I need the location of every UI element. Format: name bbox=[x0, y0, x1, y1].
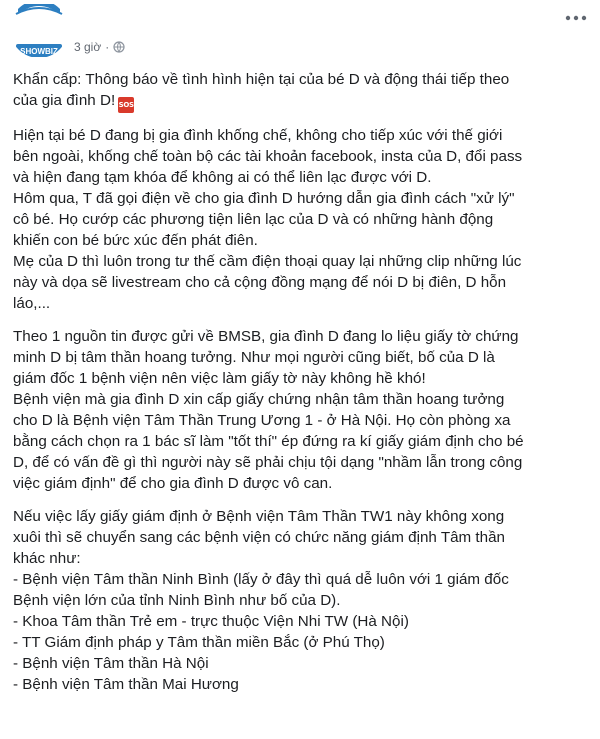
showbiz-logo-icon bbox=[10, 0, 68, 58]
text-line: khiến con bé bức xúc đến phát điên. bbox=[13, 232, 258, 249]
text-line: việc giám định" để cho gia đình D được vô can. bbox=[13, 475, 333, 492]
avatar-label: SHOWBIZ bbox=[20, 47, 58, 56]
list-item: - TT Giám định pháp y Tâm thần miền Bắc (ở Phú Thọ) bbox=[13, 634, 385, 651]
more-options-button[interactable] bbox=[562, 10, 590, 26]
list-item: - Khoa Tâm thần Trẻ em - trực thuộc Viện Nhi TW (Hà Nội) bbox=[13, 613, 409, 630]
text-line: giám đốc 1 bệnh viện nên việc làm giấy tờ này không hề khó! bbox=[13, 370, 426, 387]
list-item: - Bệnh viện Tâm thần Mai Hương bbox=[13, 676, 239, 693]
list-item: - Bệnh viện Tâm thần Ninh Bình (lấy ở đây thì quá dễ luôn với 1 giám đốc bbox=[13, 571, 509, 588]
text-line: Hiện tại bé D đang bị gia đình khống chế, không cho tiếp xúc với thế giới bbox=[13, 127, 503, 144]
globe-icon bbox=[113, 41, 125, 53]
text-line: và hiện đang tạm khóa để không ai có thể liên lạc được với D. bbox=[13, 169, 432, 186]
text-line: này và dọa sẽ livestream cho cả cộng đồng mạng để nói D bị điên, D hỗn bbox=[13, 274, 507, 291]
post-content bbox=[13, 69, 595, 707]
text-line: Mẹ của D thì luôn trong tư thế cầm điện thoại quay lại những clip những lúc bbox=[13, 253, 522, 270]
author-name[interactable] bbox=[78, 4, 328, 22]
text-line: láo,... bbox=[13, 295, 51, 312]
text-line: Nếu việc lấy giấy giám định ở Bệnh viện Tâm Thần TW1 này không xong bbox=[13, 508, 505, 525]
list-item: Bệnh viện lớn của tỉnh Ninh Bình như bố của D). bbox=[13, 592, 341, 609]
text-line: cho D là Bệnh viện Tâm Thần Trung Ương 1 - ở Hà Nội. Họ còn phòng xa bbox=[13, 412, 511, 429]
meta-separator: · bbox=[105, 40, 110, 54]
paragraph-3 bbox=[13, 506, 595, 695]
text-line: Theo 1 nguồn tin được gửi về BMSB, gia đình D đang lo liệu giấy tờ chứng bbox=[13, 328, 519, 345]
post-title bbox=[13, 69, 595, 113]
text-line: xuôi thì sẽ chuyển sang các bệnh viện có chức năng giám định Tâm thần bbox=[13, 529, 505, 546]
text-line: bên ngoài, khống chế toàn bộ các tài khoản facebook, insta của D, đổi pass bbox=[13, 148, 523, 165]
text-line: bằng cách chọn ra 1 bác sĩ làm "tốt thí" ép đứng ra kí giấy giám định cho bé bbox=[13, 433, 524, 450]
title-line: Khẩn cấp: Thông báo về tình hình hiện tại của bé D và động thái tiếp theo bbox=[13, 71, 510, 88]
text-line: D, để có vấn đề gì thì người này sẽ phải chịu tội dạng "nhầm lẫn trong công bbox=[13, 454, 523, 471]
text-line: cô bé. Họ cướp các phương tiện liên lạc của D và có những hành động bbox=[13, 211, 494, 228]
paragraph-1 bbox=[13, 125, 595, 314]
text-line: Bệnh viện mà gia đình D xin cấp giấy chứng nhận tâm thần hoang tưởng bbox=[13, 391, 505, 408]
post-timestamp[interactable]: 3 giờ bbox=[74, 40, 102, 54]
text-line: Hôm qua, T đã gọi điện về cho gia đình D hướng dẫn gia đình cách "xử lý" bbox=[13, 190, 515, 207]
list-item: - Bệnh viện Tâm thần Hà Nội bbox=[13, 655, 209, 672]
more-horizontal-icon bbox=[565, 15, 587, 21]
post-header bbox=[0, 0, 600, 62]
post-meta bbox=[74, 38, 125, 56]
avatar[interactable] bbox=[10, 0, 68, 58]
sos-icon: SOS bbox=[118, 97, 134, 113]
text-line: khác như: bbox=[13, 550, 81, 567]
text-line: minh D bị tâm thần hoang tưởng. Như mọi người cũng biết, bố của D là bbox=[13, 349, 495, 366]
title-line bbox=[13, 90, 595, 113]
title-line-text: của gia đình D! bbox=[13, 92, 116, 109]
paragraph-2 bbox=[13, 326, 595, 494]
